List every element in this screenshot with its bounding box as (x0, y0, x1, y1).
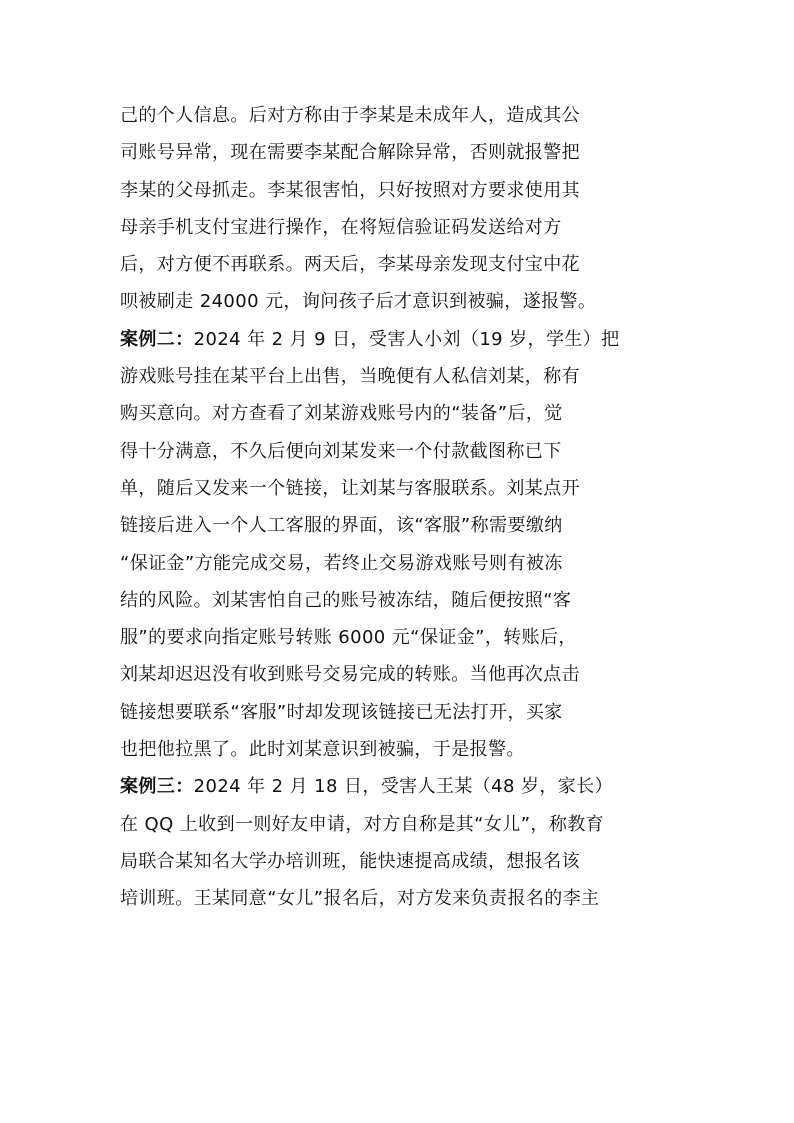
text-line (120, 321, 680, 358)
text-line (120, 656, 680, 693)
line-text: 母亲手机支付宝进行操作，在将短信验证码发送给对方 (120, 216, 562, 238)
line-text: 购买意向。对方查看了刘某游戏账号内的“装备”后，觉 (120, 403, 563, 425)
line-text: 李某的父母抓走。李某很害怕，只好按照对方要求使用其 (120, 179, 580, 201)
line-text: 服”的要求向指定账号转账 6000 元“保证金”，转账后， (120, 627, 577, 649)
line-text: “保证金”方能完成交易，若终止交易游戏账号则有被冻 (120, 552, 563, 574)
line-text: 在 QQ 上收到一则好友申请，对方自称是其“女儿”，称教育 (120, 813, 605, 835)
text-line (120, 134, 680, 171)
text-line (120, 283, 680, 320)
text-line (120, 209, 680, 246)
text-line (120, 806, 680, 843)
line-text: 刘某却迟迟没有收到账号交易完成的转账。当他再次点击 (120, 664, 580, 686)
text-line (120, 172, 680, 209)
text-line (120, 545, 680, 582)
text-line (120, 582, 680, 619)
line-text: 培训班。王某同意“女儿”报名后，对方发来负责报名的李主 (120, 888, 600, 910)
document-body (120, 97, 680, 918)
line-text: 链接想要联系“客服”时却发现该链接已无法打开，买家 (120, 701, 563, 723)
line-text: 结的风险。刘某害怕自己的账号被冻结，随后便按照“客 (120, 589, 572, 611)
line-text: 链接后进入一个人工客服的界面，该“客服”称需要缴纳 (120, 515, 563, 537)
text-line (120, 619, 680, 656)
text-line (120, 768, 680, 805)
line-text: 2024 年 2 月 18 日，受害人王某（48 岁，家长） (193, 776, 614, 798)
line-text: 呗被刷走 24000 元，询问孩子后才意识到被骗，遂报警。 (120, 291, 597, 313)
text-line (120, 97, 680, 134)
line-text: 后，对方便不再联系。两天后，李某母亲发现支付宝中花 (120, 254, 580, 276)
line-text: 局联合某知名大学办培训班，能快速提高成绩，想报名该 (120, 850, 580, 872)
line-text: 单，随后又发来一个链接，让刘某与客服联系。刘某点开 (120, 477, 580, 499)
text-line (120, 433, 680, 470)
text-line (120, 843, 680, 880)
case-label: 案例三： (120, 776, 194, 798)
text-line (120, 880, 680, 917)
case-label: 案例二： (120, 328, 194, 350)
text-line (120, 358, 680, 395)
line-text: 得十分满意，不久后便向刘某发来一个付款截图称已下 (120, 440, 562, 462)
line-text: 2024 年 2 月 9 日，受害人小刘（19 岁，学生）把 (193, 328, 620, 350)
text-line (120, 694, 680, 731)
line-text: 也把他拉黑了。此时刘某意识到被骗，于是报警。 (120, 739, 525, 761)
text-line (120, 731, 680, 768)
text-line (120, 246, 680, 283)
line-text: 司账号异常，现在需要李某配合解除异常，否则就报警把 (120, 142, 580, 164)
text-line (120, 470, 680, 507)
line-text: 己的个人信息。后对方称由于李某是未成年人，造成其公 (120, 105, 580, 126)
text-line (120, 507, 680, 544)
text-line (120, 395, 680, 432)
line-text: 游戏账号挂在某平台上出售，当晚便有人私信刘某，称有 (120, 366, 580, 388)
